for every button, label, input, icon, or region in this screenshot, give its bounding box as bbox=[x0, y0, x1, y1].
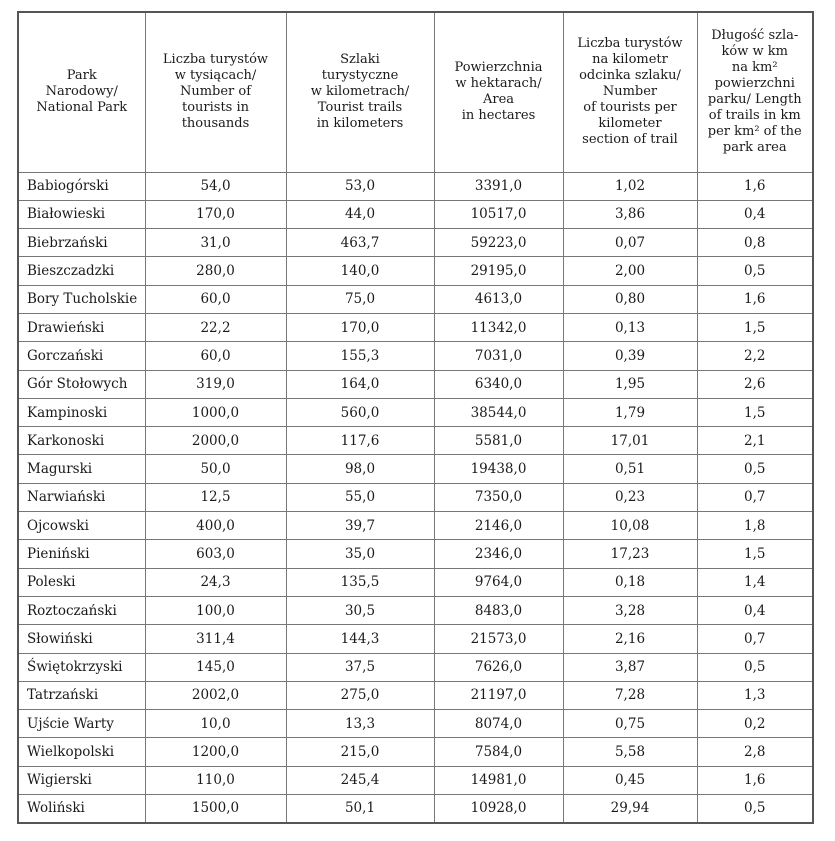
park-name-cell: Tatrzański bbox=[18, 681, 145, 709]
area-cell: 3391,0 bbox=[434, 172, 563, 200]
table-row bbox=[18, 710, 813, 738]
area-cell: 59223,0 bbox=[434, 229, 563, 257]
tourists-per-km-cell: 0,45 bbox=[563, 766, 697, 794]
table-row bbox=[18, 370, 813, 398]
area-cell: 2346,0 bbox=[434, 540, 563, 568]
tourists-cell: 280,0 bbox=[145, 257, 286, 285]
tourists-cell: 145,0 bbox=[145, 653, 286, 681]
park-name-cell: Drawieński bbox=[18, 313, 145, 341]
trail-density-cell: 0,5 bbox=[697, 653, 813, 681]
trail-density-cell: 1,5 bbox=[697, 540, 813, 568]
trail-density-cell: 0,8 bbox=[697, 229, 813, 257]
tourists-cell: 1200,0 bbox=[145, 738, 286, 766]
park-name-cell: Babiogórski bbox=[18, 172, 145, 200]
area-cell: 29195,0 bbox=[434, 257, 563, 285]
tourists-cell: 2002,0 bbox=[145, 681, 286, 709]
table-row bbox=[18, 568, 813, 596]
park-name-cell: Świętokrzyski bbox=[18, 653, 145, 681]
park-name-cell: Roztoczański bbox=[18, 596, 145, 624]
tourists-per-km-cell: 7,28 bbox=[563, 681, 697, 709]
tourists-per-km-cell: 1,95 bbox=[563, 370, 697, 398]
trails-km-cell: 75,0 bbox=[286, 285, 434, 313]
tourists-per-km-cell: 1,02 bbox=[563, 172, 697, 200]
table-container bbox=[17, 11, 814, 824]
trail-density-cell: 1,6 bbox=[697, 766, 813, 794]
area-cell: 10928,0 bbox=[434, 795, 563, 823]
tourists-per-km-cell: 3,28 bbox=[563, 596, 697, 624]
col-header-trail-density: Długość szla- ków w km na km² powierzchni parku/ Length of trails in km per km² of the park area bbox=[697, 12, 813, 172]
tourists-per-km-cell: 0,23 bbox=[563, 483, 697, 511]
area-cell: 7350,0 bbox=[434, 483, 563, 511]
area-cell: 10517,0 bbox=[434, 200, 563, 228]
col-header-tourists: Liczba turystów w tysiącach/ Number of tourists in thousands bbox=[145, 12, 286, 172]
tourists-per-km-cell: 0,07 bbox=[563, 229, 697, 257]
trail-density-cell: 0,7 bbox=[697, 625, 813, 653]
national-parks-table bbox=[17, 11, 814, 824]
tourists-per-km-cell: 3,87 bbox=[563, 653, 697, 681]
area-cell: 19438,0 bbox=[434, 455, 563, 483]
table-row bbox=[18, 398, 813, 426]
table-row bbox=[18, 257, 813, 285]
tourists-cell: 12,5 bbox=[145, 483, 286, 511]
col-header-area: Powierzchnia w hektarach/ Area in hectares bbox=[434, 12, 563, 172]
trails-km-cell: 117,6 bbox=[286, 427, 434, 455]
area-cell: 14981,0 bbox=[434, 766, 563, 794]
tourists-per-km-cell: 17,01 bbox=[563, 427, 697, 455]
area-cell: 8483,0 bbox=[434, 596, 563, 624]
park-name-cell: Narwiański bbox=[18, 483, 145, 511]
tourists-per-km-cell: 2,16 bbox=[563, 625, 697, 653]
tourists-cell: 170,0 bbox=[145, 200, 286, 228]
park-name-cell: Ujście Warty bbox=[18, 710, 145, 738]
trails-km-cell: 44,0 bbox=[286, 200, 434, 228]
tourists-cell: 31,0 bbox=[145, 229, 286, 257]
trails-km-cell: 53,0 bbox=[286, 172, 434, 200]
park-name-cell: Ojcowski bbox=[18, 512, 145, 540]
trails-km-cell: 35,0 bbox=[286, 540, 434, 568]
tourists-per-km-cell: 17,23 bbox=[563, 540, 697, 568]
area-cell: 9764,0 bbox=[434, 568, 563, 596]
tourists-cell: 110,0 bbox=[145, 766, 286, 794]
trails-km-cell: 144,3 bbox=[286, 625, 434, 653]
park-name-cell: Wielkopolski bbox=[18, 738, 145, 766]
trail-density-cell: 0,5 bbox=[697, 257, 813, 285]
col-header-park: Park Narodowy/ National Park bbox=[18, 12, 145, 172]
header-row bbox=[18, 12, 813, 172]
tourists-per-km-cell: 10,08 bbox=[563, 512, 697, 540]
tourists-cell: 10,0 bbox=[145, 710, 286, 738]
table-row bbox=[18, 285, 813, 313]
tourists-per-km-cell: 0,39 bbox=[563, 342, 697, 370]
trail-density-cell: 1,8 bbox=[697, 512, 813, 540]
area-cell: 5581,0 bbox=[434, 427, 563, 455]
park-name-cell: Pieniński bbox=[18, 540, 145, 568]
trail-density-cell: 1,6 bbox=[697, 285, 813, 313]
col-header-tourists-per-km: Liczba turystów na kilometr odcinka szlaku/ Number of tourists per kilometer section of trail bbox=[563, 12, 697, 172]
park-name-cell: Wigierski bbox=[18, 766, 145, 794]
park-name-cell: Białowieski bbox=[18, 200, 145, 228]
trails-km-cell: 245,4 bbox=[286, 766, 434, 794]
trails-km-cell: 135,5 bbox=[286, 568, 434, 596]
tourists-cell: 400,0 bbox=[145, 512, 286, 540]
table-row bbox=[18, 313, 813, 341]
trail-density-cell: 2,2 bbox=[697, 342, 813, 370]
trail-density-cell: 2,1 bbox=[697, 427, 813, 455]
trails-km-cell: 164,0 bbox=[286, 370, 434, 398]
area-cell: 2146,0 bbox=[434, 512, 563, 540]
table-row bbox=[18, 738, 813, 766]
trails-km-cell: 13,3 bbox=[286, 710, 434, 738]
tourists-cell: 22,2 bbox=[145, 313, 286, 341]
trails-km-cell: 50,1 bbox=[286, 795, 434, 823]
tourists-per-km-cell: 5,58 bbox=[563, 738, 697, 766]
tourists-per-km-cell: 29,94 bbox=[563, 795, 697, 823]
area-cell: 21573,0 bbox=[434, 625, 563, 653]
area-cell: 38544,0 bbox=[434, 398, 563, 426]
tourists-per-km-cell: 0,18 bbox=[563, 568, 697, 596]
tourists-per-km-cell: 0,13 bbox=[563, 313, 697, 341]
table-row bbox=[18, 483, 813, 511]
tourists-cell: 60,0 bbox=[145, 285, 286, 313]
trails-km-cell: 170,0 bbox=[286, 313, 434, 341]
trail-density-cell: 1,6 bbox=[697, 172, 813, 200]
table-row bbox=[18, 342, 813, 370]
trail-density-cell: 1,4 bbox=[697, 568, 813, 596]
trails-km-cell: 140,0 bbox=[286, 257, 434, 285]
area-cell: 4613,0 bbox=[434, 285, 563, 313]
park-name-cell: Poleski bbox=[18, 568, 145, 596]
trails-km-cell: 155,3 bbox=[286, 342, 434, 370]
table-row bbox=[18, 596, 813, 624]
trail-density-cell: 2,8 bbox=[697, 738, 813, 766]
area-cell: 6340,0 bbox=[434, 370, 563, 398]
park-name-cell: Bory Tucholskie bbox=[18, 285, 145, 313]
park-name-cell: Słowiński bbox=[18, 625, 145, 653]
tourists-per-km-cell: 0,75 bbox=[563, 710, 697, 738]
tourists-cell: 24,3 bbox=[145, 568, 286, 596]
area-cell: 7626,0 bbox=[434, 653, 563, 681]
table-row bbox=[18, 512, 813, 540]
tourists-cell: 60,0 bbox=[145, 342, 286, 370]
trails-km-cell: 463,7 bbox=[286, 229, 434, 257]
trails-km-cell: 275,0 bbox=[286, 681, 434, 709]
tourists-cell: 2000,0 bbox=[145, 427, 286, 455]
area-cell: 8074,0 bbox=[434, 710, 563, 738]
trail-density-cell: 1,3 bbox=[697, 681, 813, 709]
trails-km-cell: 39,7 bbox=[286, 512, 434, 540]
table-row bbox=[18, 427, 813, 455]
park-name-cell: Kampinoski bbox=[18, 398, 145, 426]
trail-density-cell: 1,5 bbox=[697, 313, 813, 341]
park-name-cell: Bieszczadzki bbox=[18, 257, 145, 285]
tourists-cell: 603,0 bbox=[145, 540, 286, 568]
area-cell: 7584,0 bbox=[434, 738, 563, 766]
trail-density-cell: 0,2 bbox=[697, 710, 813, 738]
tourists-cell: 311,4 bbox=[145, 625, 286, 653]
tourists-cell: 1500,0 bbox=[145, 795, 286, 823]
trail-density-cell: 0,5 bbox=[697, 455, 813, 483]
tourists-cell: 319,0 bbox=[145, 370, 286, 398]
trails-km-cell: 98,0 bbox=[286, 455, 434, 483]
park-name-cell: Biebrzański bbox=[18, 229, 145, 257]
area-cell: 11342,0 bbox=[434, 313, 563, 341]
trails-km-cell: 560,0 bbox=[286, 398, 434, 426]
trails-km-cell: 30,5 bbox=[286, 596, 434, 624]
table-body bbox=[18, 172, 813, 823]
tourists-per-km-cell: 0,51 bbox=[563, 455, 697, 483]
tourists-per-km-cell: 0,80 bbox=[563, 285, 697, 313]
tourists-per-km-cell: 2,00 bbox=[563, 257, 697, 285]
trail-density-cell: 0,7 bbox=[697, 483, 813, 511]
tourists-cell: 100,0 bbox=[145, 596, 286, 624]
park-name-cell: Magurski bbox=[18, 455, 145, 483]
trails-km-cell: 55,0 bbox=[286, 483, 434, 511]
park-name-cell: Gorczański bbox=[18, 342, 145, 370]
trails-km-cell: 37,5 bbox=[286, 653, 434, 681]
park-name-cell: Karkonoski bbox=[18, 427, 145, 455]
table-row bbox=[18, 681, 813, 709]
trails-km-cell: 215,0 bbox=[286, 738, 434, 766]
area-cell: 7031,0 bbox=[434, 342, 563, 370]
trail-density-cell: 0,4 bbox=[697, 200, 813, 228]
table-row bbox=[18, 455, 813, 483]
col-header-trails: Szlaki turystyczne w kilometrach/ Tourist trails in kilometers bbox=[286, 12, 434, 172]
tourists-cell: 54,0 bbox=[145, 172, 286, 200]
park-name-cell: Gór Stołowych bbox=[18, 370, 145, 398]
tourists-per-km-cell: 1,79 bbox=[563, 398, 697, 426]
table-row bbox=[18, 540, 813, 568]
table-row bbox=[18, 172, 813, 200]
table-row bbox=[18, 795, 813, 823]
table-row bbox=[18, 200, 813, 228]
trail-density-cell: 1,5 bbox=[697, 398, 813, 426]
tourists-per-km-cell: 3,86 bbox=[563, 200, 697, 228]
table-row bbox=[18, 653, 813, 681]
trail-density-cell: 2,6 bbox=[697, 370, 813, 398]
table-row bbox=[18, 229, 813, 257]
park-name-cell: Woliński bbox=[18, 795, 145, 823]
trail-density-cell: 0,5 bbox=[697, 795, 813, 823]
tourists-cell: 50,0 bbox=[145, 455, 286, 483]
trail-density-cell: 0,4 bbox=[697, 596, 813, 624]
table-row bbox=[18, 766, 813, 794]
tourists-cell: 1000,0 bbox=[145, 398, 286, 426]
table-row bbox=[18, 625, 813, 653]
area-cell: 21197,0 bbox=[434, 681, 563, 709]
